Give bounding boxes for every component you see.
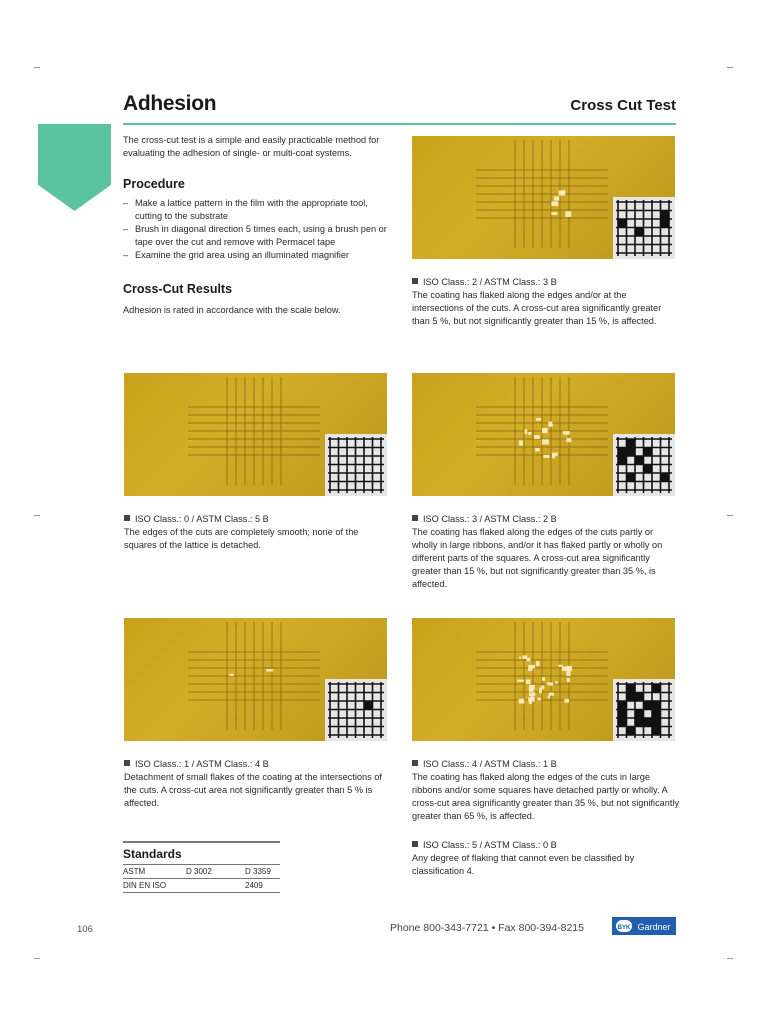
photo-class-4 [412,618,675,741]
table-row [123,864,280,878]
standard-code: 2409 [245,881,263,890]
standards-heading: Standards [123,847,182,861]
bullet-square-icon [412,278,418,284]
logo-mark: BYK [617,925,631,931]
bullet-square-icon [412,841,418,847]
class-description: The coating has flaked along the edges of the cuts in large ribbons and/or some squares have detached partly or wholly. A cross-cut area significantly greater than 35 %, but not significantly greater than 65 %, is affected. [412,772,680,821]
class-label: ISO Class.: 0 / ASTM Class.: 5 B [135,514,269,524]
standards-table [123,841,280,893]
contact-line: Phone 800-343-7721 • Fax 800-394-8215 [390,922,584,934]
header-rule [123,123,676,125]
bullet-square-icon [412,515,418,521]
procedure-step: – Make a lattice pattern in the film with the appropriate tool, cutting to the substrate [123,197,393,223]
table-row [123,878,280,892]
class-label: ISO Class.: 2 / ASTM Class.: 3 B [423,277,557,287]
results-heading: Cross-Cut Results [123,282,233,296]
photo-class-2 [412,136,675,259]
standard-name: DIN EN ISO [123,881,167,890]
procedure-list [123,197,393,262]
caption-class-2 [412,276,680,328]
crop-mark [727,958,733,959]
procedure-step: – Brush in diagonal direction 5 times each, using a brush pen or tape over the cut and remove with Permacel tape [123,223,393,249]
class-label: ISO Class.: 3 / ASTM Class.: 2 B [423,514,557,524]
photo-class-1 [124,618,387,741]
standard-name: ASTM [123,867,146,876]
procedure-step: – Examine the grid area using an illuminated magnifier [123,249,393,262]
crop-mark [727,67,733,68]
caption-class-0 [124,513,392,552]
grid-diagram-class-4 [613,679,675,741]
photo-class-0 [124,373,387,496]
bullet-square-icon [412,760,418,766]
standard-code: D 3359 [245,867,271,876]
grid-diagram-class-0 [325,434,387,496]
class-description: The coating has flaked along the edges and/or at the intersections of the cuts. A cross-cut area significantly greater than 5 %, but not significantly greater than 15 %, is affected. [412,290,662,326]
table-rule [123,892,280,893]
class-label: ISO Class.: 4 / ASTM Class.: 1 B [423,759,557,769]
grid-diagram-class-1 [325,679,387,741]
page-number: 106 [77,924,93,935]
page-title: Adhesion [123,92,217,115]
results-block [123,282,393,317]
class-description: The edges of the cuts are completely smooth; none of the squares of the lattice is detached. [124,527,359,550]
bullet-square-icon [124,515,130,521]
byk-gardner-logo [612,917,676,935]
class-label: ISO Class.: 1 / ASTM Class.: 4 B [135,759,269,769]
caption-class-4 [412,758,680,823]
class-description: Any degree of flaking that cannot even be classified by classification 4. [412,853,635,876]
crop-mark [34,515,40,516]
bullet-square-icon [124,760,130,766]
caption-class-3 [412,513,680,591]
class-label: ISO Class.: 5 / ASTM Class.: 0 B [423,840,557,850]
crop-mark [34,67,40,68]
grid-diagram-class-3 [613,434,675,496]
intro-text: The cross-cut test is a simple and easily practicable method for evaluating the adhesion of single- or multi-coat systems. [123,135,380,158]
logo-text: Gardner [637,922,671,932]
crop-mark [727,515,733,516]
section-tab [38,124,111,211]
page-subtitle: Cross Cut Test [570,97,676,114]
procedure-heading: Procedure [123,177,185,191]
class-description: Detachment of small flakes of the coating at the intersections of the cuts. A cross-cut area not significantly greater than 5 % is affected. [124,772,382,808]
caption-class-1 [124,758,392,810]
standard-code: D 3002 [186,867,212,876]
intro-block [123,134,393,160]
photo-class-3 [412,373,675,496]
class-description: The coating has flaked along the edges of the cuts partly or wholly in large ribbons, and/or it has flaked partly or wholly on different parts of the squares. A cross-cut area significantly greater than 15 %, but not significantly greater than 35 %, is affected. [412,527,663,589]
caption-class-5 [412,839,680,878]
crop-mark [34,958,40,959]
table-rule [123,841,280,843]
procedure-block [123,177,393,262]
grid-diagram-class-2 [613,197,675,259]
results-text: Adhesion is rated in accordance with the scale below. [123,305,341,315]
